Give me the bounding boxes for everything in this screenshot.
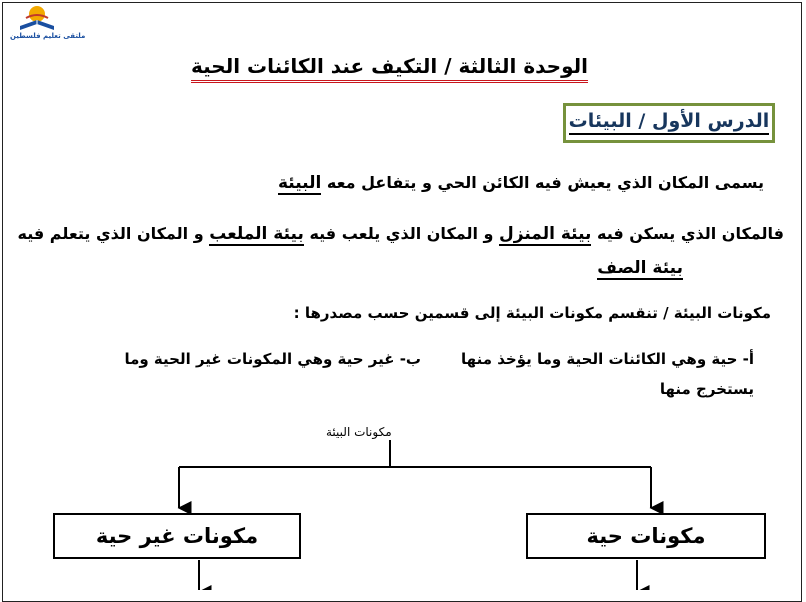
lesson-title: الدرس الأول / البيئات <box>569 111 770 135</box>
nonliving-components-text: ب- غير حية وهي المكونات غير الحية وما <box>124 350 421 368</box>
living-components-box <box>526 513 766 559</box>
examples-text-1: فالمكان الذي يسكن فيه <box>591 224 784 243</box>
term-playground-environment: بيئة الملعب <box>209 224 304 244</box>
nonliving-components-text-cont: يستخرج منها <box>659 380 754 398</box>
living-components-label: مكونات حية <box>586 524 706 548</box>
components-heading: مكونات البيئة / تنقسم مكونات البيئة إلى قسمين حسب مصدرها : <box>293 304 771 322</box>
unit-title: الوحدة الثالثة / التكيف عند الكائنات الحية <box>191 54 588 83</box>
diagram-root-label: مكونات البيئة <box>326 425 392 439</box>
examples-text-2: و المكان الذي يلعب فيه <box>303 224 500 243</box>
term-classroom-environment: بيئة الصف <box>597 258 683 278</box>
term-environment: البيئة <box>277 173 322 193</box>
nonliving-components-label: مكونات غير حية <box>95 524 259 548</box>
living-components-text: أ- حية وهي الكائنات الحية وما يؤخذ منها <box>461 350 754 368</box>
examples-text-3: و المكان الذي يتعلم فيه <box>17 224 210 243</box>
logo-caption: ملتقى تعليم فلسطين <box>10 32 86 40</box>
definition-text: يسمى المكان الذي يعيش فيه الكائن الحي و يتفاعل معه <box>321 173 764 192</box>
nonliving-components-box <box>53 513 301 559</box>
term-home-environment: بيئة المنزل <box>499 224 592 244</box>
